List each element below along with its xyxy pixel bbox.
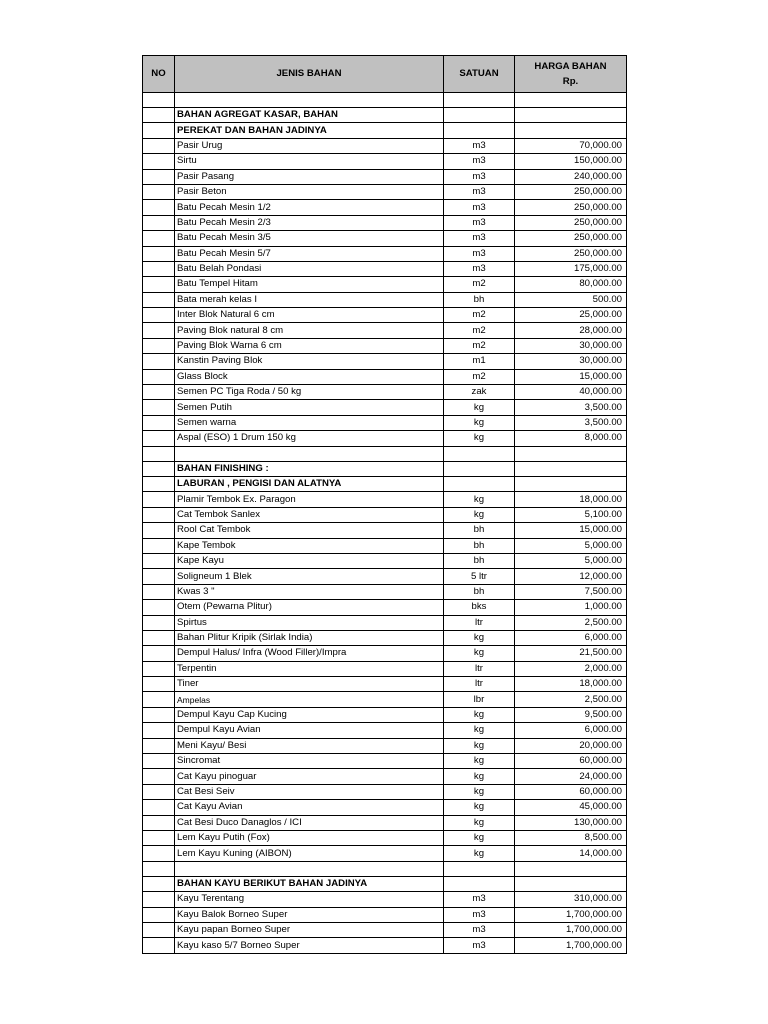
cell-satuan: m3 — [444, 922, 515, 937]
cell-satuan: m3 — [444, 892, 515, 907]
cell-harga: 3,500.00 — [515, 415, 627, 430]
cell-harga: 70,000.00 — [515, 138, 627, 153]
cell-jenis-bahan: Spirtus — [175, 615, 444, 630]
cell-satuan: ltr — [444, 677, 515, 692]
cell-no — [143, 369, 175, 384]
cell-satuan: kg — [444, 815, 515, 830]
header-row — [143, 56, 627, 93]
cell-harga: 5,100.00 — [515, 507, 627, 522]
table-row — [143, 630, 627, 645]
cell-jenis-bahan: Batu Pecah Mesin 5/7 — [175, 246, 444, 261]
table-row — [143, 707, 627, 722]
table-row — [143, 769, 627, 784]
cell-jenis-bahan: Kape Kayu — [175, 553, 444, 568]
cell-satuan: m2 — [444, 338, 515, 353]
cell-satuan — [444, 446, 515, 461]
cell-no — [143, 922, 175, 937]
table-row — [143, 615, 627, 630]
cell-no — [143, 738, 175, 753]
cell-satuan: m2 — [444, 308, 515, 323]
price-list-sheet — [142, 55, 626, 954]
cell-jenis-bahan: Batu Pecah Mesin 2/3 — [175, 215, 444, 230]
cell-jenis-bahan: Kayu Balok Borneo Super — [175, 907, 444, 922]
cell-satuan: kg — [444, 492, 515, 507]
section-row — [143, 876, 627, 891]
cell-jenis-bahan: Dempul Kayu Cap Kucing — [175, 707, 444, 722]
table-row — [143, 184, 627, 199]
cell-harga: 5,000.00 — [515, 553, 627, 568]
cell-no — [143, 108, 175, 123]
cell-jenis-bahan: Otem (Pewarna Plitur) — [175, 600, 444, 615]
cell-satuan — [444, 123, 515, 138]
cell-jenis-bahan: BAHAN AGREGAT KASAR, BAHAN — [175, 108, 444, 123]
cell-no — [143, 138, 175, 153]
cell-harga: 1,700,000.00 — [515, 938, 627, 953]
cell-harga: 250,000.00 — [515, 231, 627, 246]
cell-no — [143, 707, 175, 722]
cell-satuan: kg — [444, 630, 515, 645]
cell-jenis-bahan — [175, 446, 444, 461]
cell-jenis-bahan: Batu Tempel Hitam — [175, 277, 444, 292]
cell-satuan: m1 — [444, 354, 515, 369]
cell-no — [143, 231, 175, 246]
cell-harga: 25,000.00 — [515, 308, 627, 323]
table-row — [143, 523, 627, 538]
cell-no — [143, 584, 175, 599]
cell-jenis-bahan: Terpentin — [175, 661, 444, 676]
cell-harga: 21,500.00 — [515, 646, 627, 661]
cell-jenis-bahan: Semen Putih — [175, 400, 444, 415]
table-row — [143, 553, 627, 568]
cell-no — [143, 476, 175, 491]
cell-jenis-bahan: Paving Blok natural 8 cm — [175, 323, 444, 338]
cell-harga: 80,000.00 — [515, 277, 627, 292]
cell-harga: 1,000.00 — [515, 600, 627, 615]
table-row — [143, 400, 627, 415]
cell-harga: 310,000.00 — [515, 892, 627, 907]
cell-no — [143, 261, 175, 276]
cell-satuan: m3 — [444, 169, 515, 184]
cell-satuan: kg — [444, 415, 515, 430]
table-row — [143, 507, 627, 522]
cell-satuan: bh — [444, 584, 515, 599]
cell-no — [143, 630, 175, 645]
cell-satuan — [444, 461, 515, 476]
table-row — [143, 815, 627, 830]
cell-no — [143, 169, 175, 184]
cell-satuan: kg — [444, 723, 515, 738]
price-table — [142, 55, 627, 954]
cell-no — [143, 308, 175, 323]
cell-no — [143, 492, 175, 507]
section-row — [143, 108, 627, 123]
cell-satuan: m3 — [444, 154, 515, 169]
cell-no — [143, 892, 175, 907]
cell-harga: 2,000.00 — [515, 661, 627, 676]
cell-satuan: kg — [444, 754, 515, 769]
cell-satuan: kg — [444, 400, 515, 415]
table-row — [143, 661, 627, 676]
cell-satuan: m3 — [444, 938, 515, 953]
table-row — [143, 584, 627, 599]
table-row — [143, 723, 627, 738]
table-row — [143, 830, 627, 845]
table-row — [143, 246, 627, 261]
table-row — [143, 415, 627, 430]
cell-satuan: bh — [444, 523, 515, 538]
cell-harga — [515, 876, 627, 891]
cell-satuan: kg — [444, 769, 515, 784]
table-row — [143, 385, 627, 400]
cell-jenis-bahan: Sincromat — [175, 754, 444, 769]
section-row — [143, 461, 627, 476]
cell-harga: 2,500.00 — [515, 692, 627, 707]
cell-satuan: kg — [444, 431, 515, 446]
cell-no — [143, 569, 175, 584]
cell-jenis-bahan: Lem Kayu Kuning (AIBON) — [175, 846, 444, 861]
cell-jenis-bahan: Meni Kayu/ Besi — [175, 738, 444, 753]
cell-jenis-bahan: PEREKAT DAN BAHAN JADINYA — [175, 123, 444, 138]
cell-jenis-bahan: Plamir Tembok Ex. Paragon — [175, 492, 444, 507]
cell-satuan: m2 — [444, 323, 515, 338]
cell-harga: 18,000.00 — [515, 492, 627, 507]
cell-jenis-bahan: Batu Pecah Mesin 3/5 — [175, 231, 444, 246]
cell-jenis-bahan: Dempul Kayu Avian — [175, 723, 444, 738]
cell-satuan: bh — [444, 538, 515, 553]
cell-no — [143, 523, 175, 538]
cell-jenis-bahan: Lem Kayu Putih (Fox) — [175, 830, 444, 845]
cell-jenis-bahan: Inter Blok Natural 6 cm — [175, 308, 444, 323]
cell-no — [143, 461, 175, 476]
table-row — [143, 569, 627, 584]
cell-satuan — [444, 108, 515, 123]
cell-no — [143, 338, 175, 353]
cell-jenis-bahan: Cat Kayu pinoguar — [175, 769, 444, 784]
table-row — [143, 492, 627, 507]
table-row — [143, 431, 627, 446]
cell-no — [143, 538, 175, 553]
cell-satuan: m3 — [444, 231, 515, 246]
cell-jenis-bahan: Cat Besi Duco Danaglos / ICI — [175, 815, 444, 830]
cell-harga: 28,000.00 — [515, 323, 627, 338]
cell-harga: 9,500.00 — [515, 707, 627, 722]
cell-no — [143, 600, 175, 615]
table-row — [143, 338, 627, 353]
cell-satuan: m3 — [444, 907, 515, 922]
cell-no — [143, 800, 175, 815]
cell-no — [143, 876, 175, 891]
cell-satuan: ltr — [444, 661, 515, 676]
cell-satuan: lbr — [444, 692, 515, 707]
cell-jenis-bahan: Kape Tembok — [175, 538, 444, 553]
cell-no — [143, 292, 175, 307]
header-satuan: SATUAN — [444, 56, 515, 93]
cell-satuan — [444, 93, 515, 108]
cell-satuan: m3 — [444, 215, 515, 230]
cell-harga: 14,000.00 — [515, 846, 627, 861]
cell-satuan: kg — [444, 707, 515, 722]
table-row — [143, 538, 627, 553]
cell-jenis-bahan: Batu Pecah Mesin 1/2 — [175, 200, 444, 215]
cell-no — [143, 385, 175, 400]
cell-no — [143, 938, 175, 953]
cell-jenis-bahan: Tiner — [175, 677, 444, 692]
cell-no — [143, 677, 175, 692]
cell-harga: 1,700,000.00 — [515, 907, 627, 922]
cell-jenis-bahan: Cat Tembok Sanlex — [175, 507, 444, 522]
cell-no — [143, 723, 175, 738]
cell-harga: 60,000.00 — [515, 784, 627, 799]
cell-satuan: kg — [444, 507, 515, 522]
cell-harga: 45,000.00 — [515, 800, 627, 815]
cell-satuan: m2 — [444, 277, 515, 292]
cell-no — [143, 661, 175, 676]
cell-satuan: m2 — [444, 369, 515, 384]
cell-no — [143, 553, 175, 568]
cell-jenis-bahan: Pasir Beton — [175, 184, 444, 199]
cell-no — [143, 323, 175, 338]
cell-no — [143, 123, 175, 138]
cell-jenis-bahan: Ampelas — [175, 692, 444, 707]
cell-harga: 130,000.00 — [515, 815, 627, 830]
table-row — [143, 646, 627, 661]
cell-satuan: kg — [444, 738, 515, 753]
cell-jenis-bahan — [175, 93, 444, 108]
header-no: NO — [143, 56, 175, 93]
cell-no — [143, 815, 175, 830]
table-row — [143, 292, 627, 307]
cell-satuan: m3 — [444, 261, 515, 276]
cell-no — [143, 277, 175, 292]
cell-satuan: m3 — [444, 138, 515, 153]
table-row — [143, 677, 627, 692]
cell-harga — [515, 476, 627, 491]
blank-row — [143, 93, 627, 108]
table-row — [143, 800, 627, 815]
cell-no — [143, 784, 175, 799]
cell-jenis-bahan: Bata merah kelas I — [175, 292, 444, 307]
cell-harga: 250,000.00 — [515, 200, 627, 215]
table-row — [143, 738, 627, 753]
cell-no — [143, 215, 175, 230]
cell-harga — [515, 93, 627, 108]
cell-no — [143, 754, 175, 769]
cell-satuan: bks — [444, 600, 515, 615]
cell-jenis-bahan: Cat Kayu Avian — [175, 800, 444, 815]
cell-no — [143, 400, 175, 415]
cell-harga: 250,000.00 — [515, 184, 627, 199]
cell-jenis-bahan: BAHAN KAYU BERIKUT BAHAN JADINYA — [175, 876, 444, 891]
cell-satuan: kg — [444, 646, 515, 661]
cell-jenis-bahan: Paving Blok Warna 6 cm — [175, 338, 444, 353]
cell-jenis-bahan: Glass Block — [175, 369, 444, 384]
section-row — [143, 476, 627, 491]
table-row — [143, 784, 627, 799]
cell-harga: 6,000.00 — [515, 723, 627, 738]
table-row — [143, 215, 627, 230]
cell-harga: 15,000.00 — [515, 369, 627, 384]
cell-satuan: bh — [444, 292, 515, 307]
cell-no — [143, 184, 175, 199]
table-row — [143, 261, 627, 276]
cell-no — [143, 246, 175, 261]
cell-harga: 175,000.00 — [515, 261, 627, 276]
cell-harga: 15,000.00 — [515, 523, 627, 538]
cell-jenis-bahan: Cat Besi Seiv — [175, 784, 444, 799]
cell-harga: 8,000.00 — [515, 431, 627, 446]
cell-harga: 5,000.00 — [515, 538, 627, 553]
cell-satuan: zak — [444, 385, 515, 400]
header-harga-line1: HARGA BAHAN — [534, 61, 607, 72]
cell-harga — [515, 461, 627, 476]
table-row — [143, 600, 627, 615]
cell-jenis-bahan: Rool Cat Tembok — [175, 523, 444, 538]
cell-harga: 24,000.00 — [515, 769, 627, 784]
cell-satuan: bh — [444, 553, 515, 568]
cell-harga: 240,000.00 — [515, 169, 627, 184]
cell-no — [143, 200, 175, 215]
cell-harga: 6,000.00 — [515, 630, 627, 645]
cell-no — [143, 431, 175, 446]
cell-satuan: ltr — [444, 615, 515, 630]
table-row — [143, 369, 627, 384]
cell-satuan — [444, 861, 515, 876]
cell-satuan: m3 — [444, 200, 515, 215]
cell-no — [143, 154, 175, 169]
table-row — [143, 308, 627, 323]
cell-no — [143, 93, 175, 108]
cell-jenis-bahan: LABURAN , PENGISI DAN ALATNYA — [175, 476, 444, 491]
cell-satuan — [444, 476, 515, 491]
cell-jenis-bahan: Pasir Pasang — [175, 169, 444, 184]
cell-harga: 60,000.00 — [515, 754, 627, 769]
cell-no — [143, 846, 175, 861]
cell-harga — [515, 861, 627, 876]
cell-harga — [515, 123, 627, 138]
cell-harga: 2,500.00 — [515, 615, 627, 630]
header-harga-bahan — [515, 56, 627, 93]
cell-satuan: kg — [444, 846, 515, 861]
table-row — [143, 231, 627, 246]
cell-jenis-bahan: Aspal (ESO) 1 Drum 150 kg — [175, 431, 444, 446]
cell-harga: 40,000.00 — [515, 385, 627, 400]
table-row — [143, 892, 627, 907]
cell-satuan: 5 ltr — [444, 569, 515, 584]
table-row — [143, 323, 627, 338]
table-row — [143, 138, 627, 153]
cell-harga: 250,000.00 — [515, 215, 627, 230]
cell-no — [143, 446, 175, 461]
cell-jenis-bahan: Batu Belah Pondasi — [175, 261, 444, 276]
cell-harga: 250,000.00 — [515, 246, 627, 261]
cell-harga: 8,500.00 — [515, 830, 627, 845]
header-jenis-bahan: JENIS BAHAN — [175, 56, 444, 93]
blank-row — [143, 446, 627, 461]
cell-satuan: m3 — [444, 246, 515, 261]
cell-harga: 30,000.00 — [515, 338, 627, 353]
cell-harga — [515, 446, 627, 461]
cell-jenis-bahan: Kayu Terentang — [175, 892, 444, 907]
header-harga-line2: Rp. — [562, 76, 579, 87]
cell-no — [143, 615, 175, 630]
table-row — [143, 692, 627, 707]
cell-no — [143, 692, 175, 707]
table-header — [143, 56, 627, 93]
table-row — [143, 169, 627, 184]
cell-jenis-bahan: Kayu papan Borneo Super — [175, 922, 444, 937]
cell-no — [143, 646, 175, 661]
cell-no — [143, 415, 175, 430]
table-body — [143, 93, 627, 954]
table-row — [143, 354, 627, 369]
cell-jenis-bahan: Kanstin Paving Blok — [175, 354, 444, 369]
cell-jenis-bahan: Semen PC Tiga Roda / 50 kg — [175, 385, 444, 400]
cell-no — [143, 830, 175, 845]
cell-harga: 1,700,000.00 — [515, 922, 627, 937]
cell-harga: 12,000.00 — [515, 569, 627, 584]
cell-jenis-bahan: Kwas 3 " — [175, 584, 444, 599]
cell-no — [143, 769, 175, 784]
table-row — [143, 754, 627, 769]
cell-satuan: kg — [444, 800, 515, 815]
cell-no — [143, 354, 175, 369]
cell-harga: 7,500.00 — [515, 584, 627, 599]
cell-satuan: kg — [444, 784, 515, 799]
blank-row — [143, 861, 627, 876]
cell-jenis-bahan: Dempul Halus/ Infra (Wood Filler)/Impra — [175, 646, 444, 661]
table-row — [143, 846, 627, 861]
cell-jenis-bahan: BAHAN FINISHING : — [175, 461, 444, 476]
table-row — [143, 907, 627, 922]
cell-no — [143, 907, 175, 922]
cell-jenis-bahan: Sirtu — [175, 154, 444, 169]
table-row — [143, 277, 627, 292]
cell-harga: 30,000.00 — [515, 354, 627, 369]
table-row — [143, 938, 627, 953]
cell-jenis-bahan: Bahan Plitur Kripik (Sirlak India) — [175, 630, 444, 645]
table-row — [143, 200, 627, 215]
cell-satuan: m3 — [444, 184, 515, 199]
cell-jenis-bahan — [175, 861, 444, 876]
cell-harga: 18,000.00 — [515, 677, 627, 692]
cell-satuan — [444, 876, 515, 891]
section-row — [143, 123, 627, 138]
cell-no — [143, 507, 175, 522]
cell-harga: 20,000.00 — [515, 738, 627, 753]
table-row — [143, 922, 627, 937]
cell-harga: 3,500.00 — [515, 400, 627, 415]
cell-jenis-bahan: Pasir Urug — [175, 138, 444, 153]
cell-jenis-bahan: Soligneum 1 Blek — [175, 569, 444, 584]
cell-satuan: kg — [444, 830, 515, 845]
cell-harga: 500.00 — [515, 292, 627, 307]
cell-harga — [515, 108, 627, 123]
cell-no — [143, 861, 175, 876]
cell-jenis-bahan: Kayu kaso 5/7 Borneo Super — [175, 938, 444, 953]
cell-jenis-bahan: Semen warna — [175, 415, 444, 430]
table-row — [143, 154, 627, 169]
cell-harga: 150,000.00 — [515, 154, 627, 169]
